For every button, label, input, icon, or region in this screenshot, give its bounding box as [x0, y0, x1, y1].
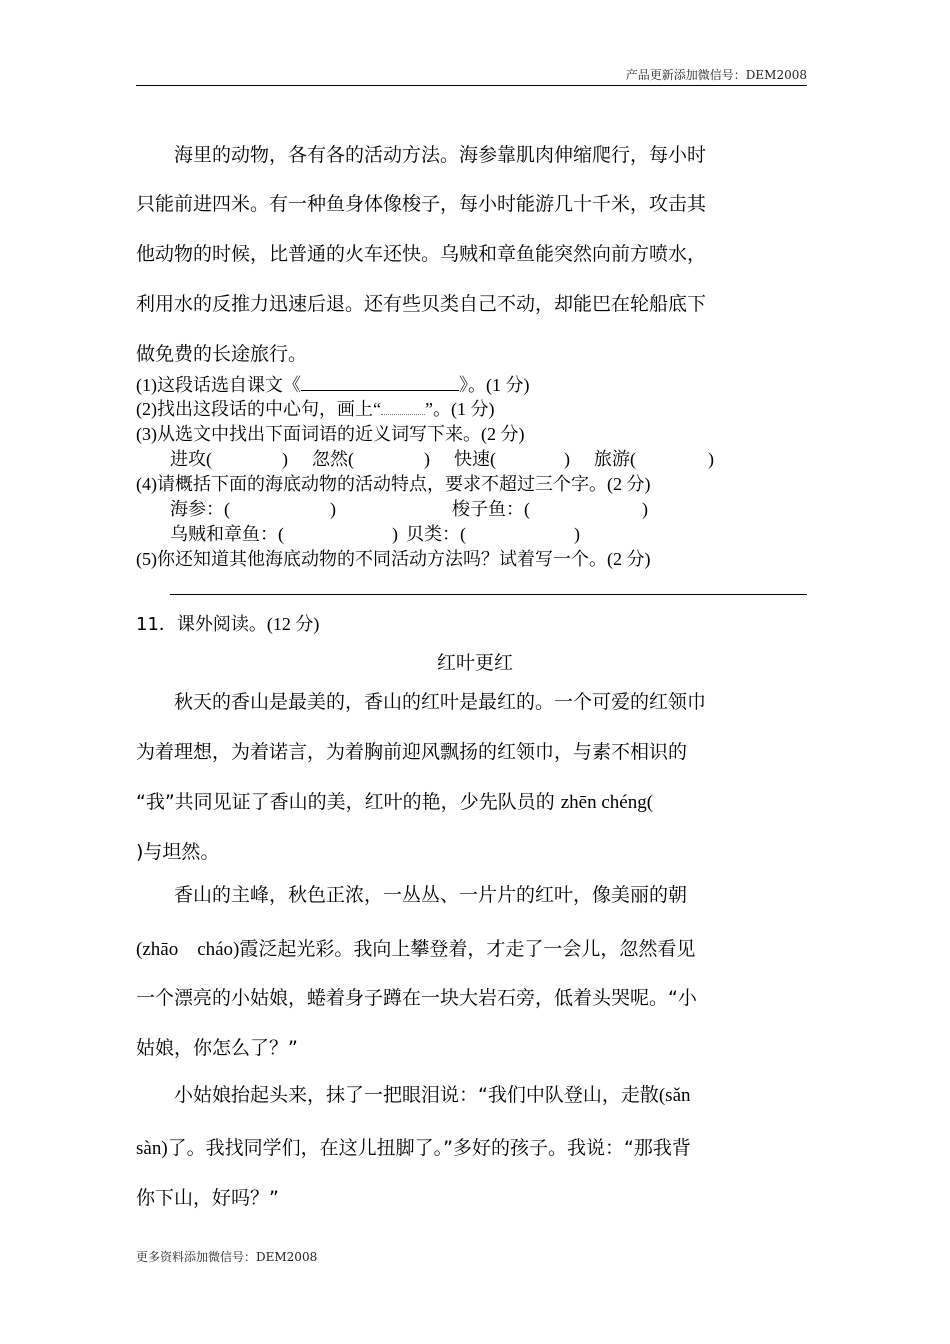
close-paren: ): [642, 499, 648, 519]
word-item: 忽然(: [312, 449, 354, 469]
question-4: (4)请概括下面的海底动物的活动特点，要求不超过三个字。(2 分): [136, 474, 651, 494]
passage-line: 海里的动物，各有各的活动方法。海参靠肌肉伸缩爬行，每小时: [136, 144, 707, 166]
story-line: 你下山，好吗？”: [136, 1187, 279, 1209]
passage-line: 利用水的反推力迅速后退。还有些贝类自己不动，却能巴在轮船底下: [136, 293, 707, 315]
story-line: [136, 787, 653, 814]
story-line: [136, 934, 695, 961]
word-item: 旅游(: [594, 449, 636, 469]
close-paren: ): [564, 449, 570, 469]
question-4-row2: [170, 522, 580, 547]
story-line: [136, 1080, 691, 1107]
word-item: 快速(: [454, 449, 496, 469]
section-number: 11．: [136, 614, 177, 635]
passage-line: 做免费的长途旅行。: [136, 343, 308, 365]
question-1-score: 》。(1 分): [459, 375, 530, 395]
story-text: 霞泛起光彩。我向上攀登着，才走了一会儿，忽然看见: [239, 938, 696, 960]
question-2: [136, 397, 494, 422]
story-line: 为着理想，为着诺言，为着胸前迎风飘扬的红领巾，与素不相识的: [136, 741, 688, 763]
passage-line: 只能前进四米。有一种鱼身体像梭子，每小时能游几十千米，攻击其: [136, 193, 707, 215]
item-label: 贝类：(: [406, 524, 466, 544]
passage-line: 他动物的时候，比普通的火车还快。乌贼和章鱼能突然向前方喷水，: [136, 243, 707, 265]
question-1-text: (1)这段话选自课文《: [136, 375, 301, 395]
close-paren: ): [708, 449, 714, 469]
item-label: 梭子鱼：(: [452, 499, 530, 519]
item-label: 海参：(: [170, 499, 230, 519]
question-2-text: (2)找出这段话的中心句，画上“: [136, 399, 381, 419]
pinyin: sàn): [136, 1138, 168, 1159]
story-title: 红叶更红: [436, 652, 513, 674]
question-3-words: [170, 447, 714, 472]
story-line: 香山的主峰，秋色正浓，一丛丛、一片片的红叶，像美丽的朝: [136, 884, 688, 906]
question-5: (5)你还知道其他海底动物的不同活动方法吗？试着写一个。(2 分): [136, 549, 651, 569]
story-text: 小姑娘抬起头来，抹了一把眼泪说：“我们中队登山，走散: [136, 1084, 659, 1106]
word-item: 进攻(: [170, 449, 212, 469]
header-rule: [136, 85, 807, 86]
close-paren: ): [424, 449, 430, 469]
question-4-row1: [170, 497, 648, 522]
close-paren: ): [282, 449, 288, 469]
close-paren: ): [330, 499, 336, 519]
question-3: (3)从选文中找出下面词语的近义词写下来。(2 分): [136, 424, 525, 444]
close-paren: ): [574, 524, 580, 544]
story-text: 了。我找同学们，在这儿扭脚了。”多好的孩子。我说：“那我背: [167, 1137, 691, 1159]
story-line: )与坦然。: [136, 841, 220, 863]
question-2-score: ”。(1 分): [424, 399, 495, 419]
story-line: 姑娘，你怎么了？”: [136, 1037, 298, 1059]
section-score: (12 分): [266, 614, 320, 634]
question-1: [136, 372, 530, 398]
header-note: 产品更新添加微信号：DEM2008: [625, 68, 807, 82]
story-line: [136, 1133, 691, 1160]
footer-note: 更多资料添加微信号：DEM2008: [136, 1250, 318, 1264]
pinyin: (sǎn: [658, 1085, 691, 1106]
story-line: 一个漂亮的小姑娘，蜷着身子蹲在一块大岩石旁，低着头哭呢。“小: [136, 987, 697, 1009]
pinyin: (zhāo cháo): [136, 939, 240, 960]
section-title: 课外阅读。: [176, 614, 267, 635]
story-text: “我”共同见证了香山的美，红叶的艳，少先队员的: [136, 791, 561, 813]
item-label: 乌贼和章鱼：(: [170, 524, 284, 544]
close-paren: ): [392, 524, 398, 544]
story-line: 秋天的香山是最美的，香山的红叶是最红的。一个可爱的红领巾: [136, 691, 707, 713]
answer-line[interactable]: [170, 594, 807, 595]
section-11-heading: [136, 610, 319, 636]
pinyin: zhēn chéng(: [560, 792, 654, 813]
answer-blank[interactable]: [301, 372, 459, 391]
wavy-line-mark: [381, 398, 425, 415]
